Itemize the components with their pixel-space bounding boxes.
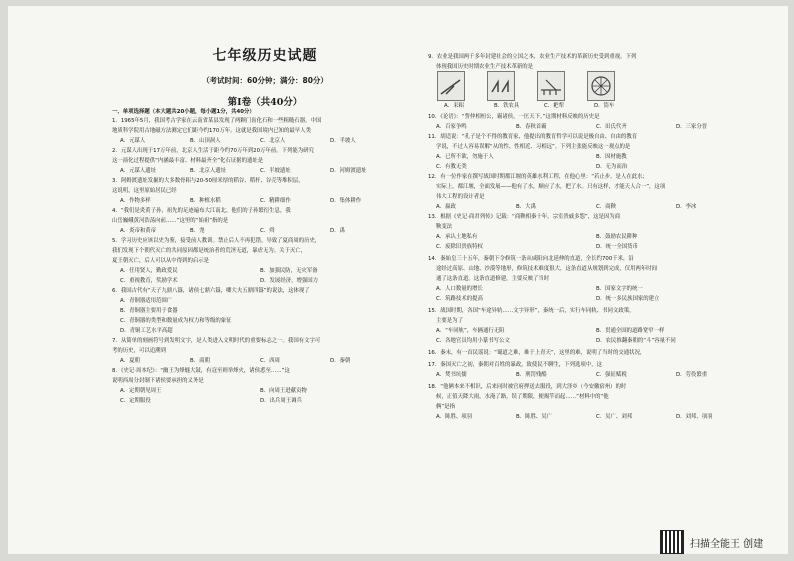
option: A．焚书坑儒 (436, 372, 467, 378)
option: D．筒车 (594, 103, 615, 109)
left-line: 夏王朝灭亡，后人可以从中得到的启示是 (112, 258, 210, 264)
option: D．发展经济，增强国力 (260, 278, 319, 284)
option: C．商鞅 (596, 204, 616, 210)
option: B．春秋首霸 (516, 124, 547, 130)
option: A．陈胜、项羽 (436, 414, 473, 420)
right-line: 11．胡适说：“孔子是个不得的教育家，他提出的教育哲学可以说是极自由、自由的教育 (428, 134, 638, 140)
option: D．青铜工艺水平高超 (120, 328, 173, 334)
option: A．元谋人遗址 (120, 168, 157, 174)
option: A．元谋人 (120, 138, 146, 144)
option: A．夏朝 (120, 358, 140, 364)
option: A．嬴政 (436, 204, 456, 210)
option: B．大禹 (516, 204, 536, 210)
right-line: 俩”是指 (436, 404, 455, 410)
option: D．刘邦、项羽 (676, 414, 713, 420)
option: D．秦朝 (330, 358, 351, 364)
option: B．鼓励农民耕种 (596, 234, 638, 240)
option: D．统一多民族国家的建立 (596, 296, 660, 302)
left-line: 5．学习历史应该以史为鉴，接受前人教训。禁止后人不再犯错。导致了夏商周的历史， (112, 238, 321, 244)
option: A．百家争鸣 (436, 124, 467, 130)
plow-image (437, 71, 465, 101)
scanner-watermark (660, 530, 763, 554)
right-line: 学说，不过人容易误解“从的性、性相近、习相远”。下列主张能反映这一观点的是 (436, 144, 631, 150)
right-line: 体现我国历史时期农业生产技术革新的是 (436, 64, 534, 70)
left-line: 2．元谋人出现于17万年前，北京人生活于距今约70万年到20万年前。下列能为研究 (112, 148, 314, 154)
option: A．作物多样 (120, 198, 151, 204)
right-line: 10．《论语》：“誓仲相桓公，霸诸侯，一匡天下，”这期材料反映的历史是 (428, 114, 600, 120)
section-heading: 一、单项选择题（本大题共20小题，每小题1分，共40分） (112, 109, 255, 115)
left-line: 7．从简单的刻画符号到发明文字，是人类进入文明时代的重要标志之一。我国有文字可 (112, 338, 321, 344)
option: B．向周王进献贡物 (260, 388, 307, 394)
option: A．人口数量的增长 (436, 286, 483, 292)
option: B．尧 (190, 228, 205, 234)
left-line: 我们发现下个朝代灭亡的共同原因都是统治者的荒淫无道，暴虐无为。关于灭亡， (112, 248, 307, 254)
option: C．筑路技术的提高 (436, 296, 483, 302)
option: D．李冰 (676, 204, 697, 210)
exam-title: 七年级历史试题 (212, 48, 318, 64)
right-line: 17．秦国灭亡之初，秦朝对百姓的暴政，致使民不聊生，下列选项中，这 (428, 362, 602, 368)
option: C．田氏代齐 (596, 124, 627, 130)
option: A．耒耜 (444, 103, 464, 109)
option: C．半坡遗址 (260, 168, 291, 174)
option: A．青铜器适用范围广 (120, 298, 173, 304)
option: B．刑罚残酷 (516, 372, 547, 378)
option: D．三家分晋 (676, 124, 708, 130)
left-line: 说明西周分封制下诸侯要承担的义务是 (112, 378, 204, 384)
left-line: 地质科学院用古地磁方法测定它们距今约170万年。这就是我国境内已知的最早人类 (112, 128, 311, 134)
right-line: 途经过高原、山地、沙漠等地形，修筑技术难度很大，这条直道从规划到完成，仅用两年时间 (436, 266, 658, 272)
left-line: 4．“我们是炎黄子孙，祖先的足迹遍布大江南北，他们的子孙繁衍生息，我 (112, 208, 291, 214)
left-line: 8．《史记·周本纪》：“幽王为烽燧大鼓，有寇至则举烽火，诸侯悉至……”这 (112, 368, 290, 374)
option: D．无为而治 (596, 164, 628, 170)
part-heading: 第Ⅰ卷（共40分） (227, 97, 303, 108)
option: C．舜 (260, 228, 275, 234)
iron-tool-image (487, 71, 515, 101)
left-line: 1．1965年5月，我国考古学家在云南省某县发现了两颗门齿化石和一些粗糙石器，中国 (112, 118, 322, 124)
option: B．山顶洞人 (190, 138, 221, 144)
option: B．加强民防，无灾军备 (260, 268, 318, 274)
option: C．青铜器的类型和数量成为权力和等级的象征 (120, 318, 232, 324)
right-line: 候，正值天降大雨，水淹了路，误了期限，便揭竿而起……”材料中的“他 (436, 394, 609, 400)
option: B．贯通全国的道路宽窄一样 (596, 328, 665, 334)
option: B．青铜器主要用于食器 (120, 308, 178, 314)
left-line: 6．我国古代有“天子九鼎八簋，诸侯七鼎六簋，卿大夫五鼎四簋”的说法，这体现了 (112, 288, 310, 294)
option: B．北京人遗址 (190, 168, 227, 174)
option: C．废除旧贵族特权 (436, 244, 483, 250)
option: A．炎帝和黄帝 (120, 228, 157, 234)
right-line: 实际上，都江堰，全面发展——他有了水，顺应了水，把了水。只有这样，才能天人合一”，这项 (436, 184, 666, 190)
option: D．统一全国货币 (596, 244, 638, 250)
right-line: 16．秦末，有一首民谣说：“蜀道之难，难于上青天”，这里的难，说明了当时的交通状况， (428, 350, 646, 356)
right-line: 伟大工程的设计者是 (436, 194, 485, 200)
left-line: 考的历史，可以追溯到 (112, 348, 166, 354)
option: D．出兵周王调兵 (260, 398, 302, 404)
option: A．已所不欲，勿施于人 (436, 154, 494, 160)
option: A．定期朝见周王 (120, 388, 162, 394)
exam-page (8, 6, 788, 554)
right-line: 鞅变法 (436, 224, 453, 230)
left-line: 山岳巍峨黄河浩荡向前……”这里的“始祖”指的是 (112, 218, 229, 224)
option: C．耙犁 (544, 103, 564, 109)
option: C．西周 (260, 358, 280, 364)
farm-tools-images (437, 71, 615, 101)
exam-subtitle: （考试时间：60分钟；满分：80分） (202, 76, 328, 85)
right-line: 12．有一位作家在撰写战国时期都江堰的英雄水利工程，在他心里：“若止步，是人在此水； (428, 174, 648, 180)
right-line: 15．战国时期，各国“车途异轨……文字异形”，秦统一后，实行车同轨、书同文政策， (428, 308, 635, 314)
right-line: 18．“他俩本来不相识，后来同时被官府押送去服役，到大泽乡（今安徽宿州）的时 (428, 384, 627, 390)
option: D．农民推翻秦朝的“斗”容量不同 (596, 338, 676, 344)
right-line: 9．农业是我国两千多年封建社会的立国之本，农业生产技术的革新历史受到重视。下列 (428, 54, 637, 60)
option: D．劳役繁重 (676, 372, 708, 378)
right-line: 14．秦始皇三十五年，秦朝下令修筑一条从咸阳向北延伸的直道，全长约700千米，沿 (428, 256, 634, 262)
option: A．“车同轨”，车辆通行无阻 (436, 328, 505, 334)
left-line: 3．阿姆渡遗址发掘的大多数骨耜与20-50厘米厚的稻谷、稻杆、谷壳等堆积层， (112, 178, 304, 184)
option: A．任用贤人，勤政爱民 (120, 268, 178, 274)
option: C．强征赋税 (596, 372, 627, 378)
option: B．国家文字的统一 (596, 286, 643, 292)
option: C．北京人 (260, 138, 286, 144)
scanner-label: 扫描全能王 创建 (690, 538, 764, 550)
option: D．禹 (330, 228, 345, 234)
option: C．吴广、刘邦 (596, 414, 633, 420)
option: C．重视教育，奖励学术 (120, 278, 178, 284)
left-line: 这一演化过程提供“内涵最丰富、材料最齐全”化石证据的遗址是 (112, 158, 264, 164)
right-line: 主要是为了 (436, 318, 463, 324)
water-wheel-image (587, 71, 615, 101)
option: B．因材施教 (596, 154, 627, 160)
option: B．陈胜、吴广 (516, 414, 553, 420)
option: D．河姆渡遗址 (330, 168, 367, 174)
option: D．集体耕作 (330, 198, 362, 204)
option: B．种植水稻 (190, 198, 221, 204)
right-line: 13．根据《史记·商君列传》记载：“商鞅相秦十年，宗室贵戚多怨”，这是因为商 (428, 214, 621, 220)
option: B．铁农具 (494, 103, 520, 109)
option: D．半坡人 (330, 138, 356, 144)
option: C．各地官员均用小篆书写公文 (436, 338, 510, 344)
option: C．精耕细作 (260, 198, 291, 204)
option: B．商朝 (190, 358, 210, 364)
right-line: 通了这条直道。这条直道修建，主要反映了当时 (436, 276, 550, 282)
left-line: 这说明，这里原始居民已经 (112, 188, 177, 194)
option: C．有教无类 (436, 164, 467, 170)
option: C．定期服役 (120, 398, 151, 404)
harrow-image (537, 71, 565, 101)
option: A．承认土地私有 (436, 234, 478, 240)
qr-code-icon (660, 530, 684, 554)
